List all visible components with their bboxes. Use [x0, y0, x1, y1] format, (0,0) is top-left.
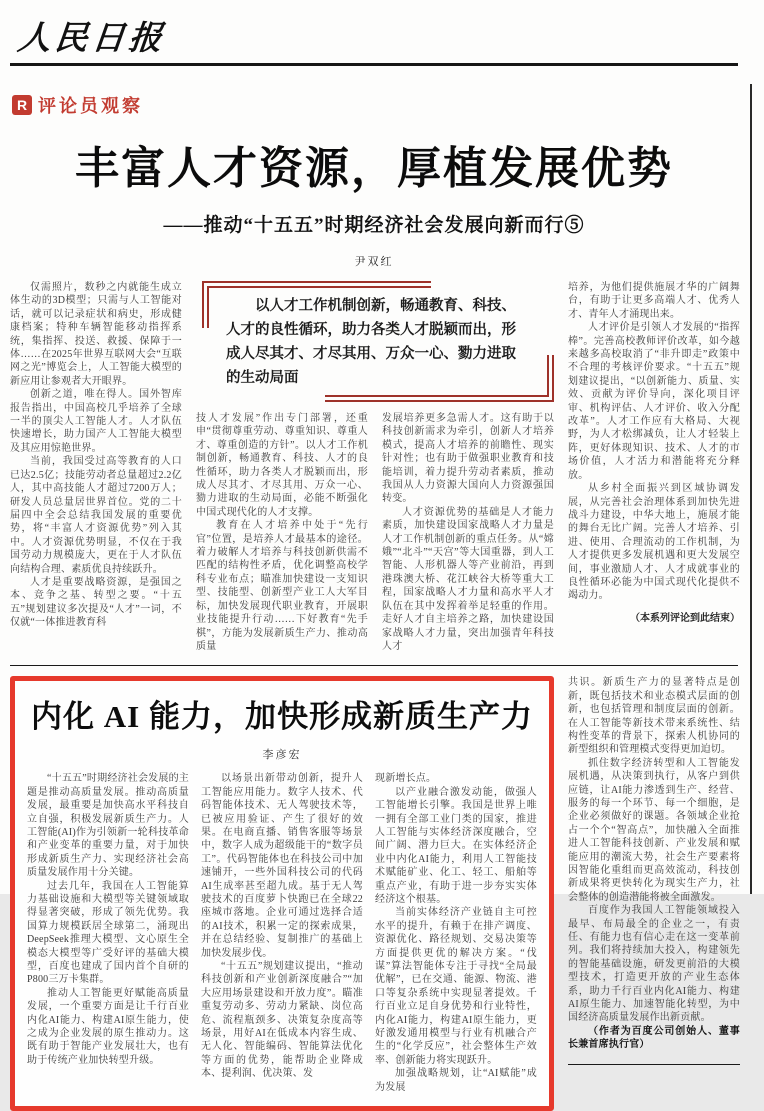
article1-column-4 [568, 281, 740, 653]
body-paragraph: 当前，我国受过高等教育的人口已达2.5亿；技能劳动者总量超过2.2亿人，其中高技能人才超过7200万人；研发人员总量居世界首位。党的二十届四中全会总结我国发展的重要优势，将“丰富人才资源优势”列入其中。人才资源优势明显，不仅在于我国劳动力规模庞大，更在于人才队伍向结构合理、素质优良持续跃升。 [10, 456, 182, 575]
author-credential-note: （作者为百度公司创始人、董事长兼首席执行官） [568, 1025, 740, 1051]
body-paragraph: 加强战略规划，让“AI赋能”成为发展 [375, 1068, 537, 1093]
pull-quote-box [196, 281, 554, 402]
body-paragraph: 共识。新质生产力的显著特点是创新，既包括技术和业态模式层面的创新，也包括管理和制度层面的创新。在人工智能等新技术带来系统性、结构性变革的背景下，探索人机协同的新型组织和管理模式变得更加迫切。 [568, 677, 740, 756]
article-divider-rule [10, 665, 738, 666]
article1-subtitle: ——推动“十五五”时期经济社会发展向新而行⑤ [163, 215, 585, 236]
article1-middle [196, 281, 554, 653]
body-paragraph: 过去几年，我国在人工智能算力基础设施和大模型等关键领域取得显著突破，形成了领先优势。我国算力规模跃居全球第二，涌现出DeepSeek推理大模型、文心原生全模态大模型等广受好评的基础大模型，百度也建成了国内首个自研的P800三万卡集群。 [27, 880, 189, 986]
body-paragraph: 推动人工智能更好赋能高质量发展，一个重要方面是让千行百业内化AI能力、构建AI原生能力，使之成为企业发展的原生推动力。这既有助于智能产业发展壮大，也有助于传统产业加快转型升级。 [27, 987, 189, 1066]
body-paragraph: 人才评价是引领人才发展的“指挥棒”。完善高校教师评价改革，如今越来越多高校取消了“非升即走”政策中不合理的考核评价要求。“十五五”规划建议提出，“以创新能力、质量、实效、贡献为评价导向，深化项目评审、机构评估、人才评价、收入分配改革”。人才工作应有大格局、大视野，为人才松绑减负，让人才轻装上阵，更好体现知识、技术、人才的市场价值，人才活力和潜能将充分释放。 [568, 322, 740, 481]
body-paragraph: 现新增长点。 [375, 773, 437, 785]
highlight-red-box [10, 676, 554, 1111]
article1-column-1 [10, 281, 182, 653]
body-paragraph: “十五五”规划建议提出，“推动科技创新和产业创新深度融合”“加大应用场景建设和开放力度”。瞄准重复劳动多、劳动力紧缺、岗位高危、流程瓶颈多、决策复杂度高等场景，用好AI在低成本内容生成、无人化、智能编码、智能算法优化等方面的优势，能帮助企业降成本、提利润、优决策、发 [201, 961, 363, 1080]
masthead-logo: 人民日报 [15, 18, 168, 57]
body-paragraph: 当前实体经济产业链自主可控水平的提升，有赖于在排产调度、资源优化、路径规划、交易决策等方面提供更优的解决方案。“伐谋”算法智能体专注于寻找“全局最优解”，已在交通、能源、物流、港口等复杂系统中实现显著提效。千行百业立足自身优势和行业特性，内化AI能力，构建AI原生能力，更好激发通用模型与行业有机融合产生的“化学反应”，社会整体生产效率、创新能力将实现跃升。 [375, 907, 537, 1066]
article1-author: 尹双红 [354, 256, 394, 268]
body-paragraph: 抓住数字经济转型和人工智能发展机遇，从决策到执行，从客户到供应链，让AI能力渗透到生产、经营、服务的每一个环节、每一个细胞，是企业必须做好的课题。各领域企业抢占一个个“智高点”，加快融入全面推进人工智能科技创新、产业发展和赋能应用的潮流大势，社会生产要素将因智能化重组而更高效流动，科技创新成果将更快转化为现实生产力，社会整体的创造潜能将被全面激发。 [568, 757, 740, 903]
page-header [10, 10, 738, 66]
section-label-text: 评论员观察 [38, 96, 143, 116]
body-paragraph: 百度作为我国人工智能领域投入最早、布局最全的企业之一，有责任、有能力也有信心走在这一变革前列。我们将持续加大投入，构建领先的智能基础设施，研发更前沿的大模型技术，打造更开放的产业生态体系，助力千行百业内化AI能力、构建AI原生能力、加速智能化转型，为中国经济高质量发展作出新贡献。 [568, 905, 740, 1024]
article2-column-3 [375, 772, 537, 1094]
body-paragraph: 仅需照片，数秒之内就能生成立体生动的3D模型；只需与人工智能对话，就可以记录症状和病史，形成健康档案；特种车辆智能移动指挥系统，集指挥、投送、救援、保障于一体……在2025年世界互联网大会“互联网之光”博览会上，人工智能大模型的新应用让参观者大开眼界。 [10, 282, 182, 387]
article1-title: 丰富人才资源，厚植发展优势 [75, 144, 673, 193]
series-end-note: （本系列评论到此结束） [630, 612, 740, 624]
article2-column-1 [27, 772, 189, 1094]
article2-body [10, 676, 738, 1111]
article2-title: 内化 AI 能力，加快形成新质生产力 [31, 699, 533, 735]
body-paragraph: 从乡村全面振兴到区域协调发展，从完善社会治理体系到加快先进战斗力建设，中华大地上，施展才能的舞台无比广阔。完善人才培养、引进、使用、合理流动的工作机制，为人才提供更多发展机遇和更大发展空间，事业激励人才、人才成就事业的良性循环必能为中国式现代化提供不竭动力。 [568, 483, 740, 602]
body-paragraph: 教育在人才培养中处于“先行官”位置，是培养人才最基本的途径。着力破解人才培养与科技创新供需不匹配的结构性矛盾，优化调整高校学科专业布点；瞄准加快建设一支知识型、技能型、创新型产业工人大军目标，加快发展现代职业教育，开展职业技能提升行动……下好教育“先手棋”，方能为发展新质生产力、推动高质量 [196, 520, 368, 652]
section-label [12, 92, 738, 118]
body-paragraph: 以产业融合激发动能，做强人工智能增长引擎。我国是世界上唯一拥有全部工业门类的国家，推进人工智能与实体经济深度融合，空间广阔、潜力巨大。在实体经济企业中内化AI能力，利用人工智能技术赋能矿业、化工、轻工、船舶等重点产业，有助于进一步夯实实体经济这个根基。 [375, 786, 537, 905]
article1-column-3 [382, 412, 554, 653]
bottom-section-rule [568, 1064, 740, 1065]
article2-column-4 [568, 676, 740, 1111]
body-paragraph: 人才是重要战略资源，是强国之本、竞争之基、转型之要。“十五五”规划建议多次提及“人才”一词，不仅就“一体推进教育科 [10, 576, 182, 629]
article1-body [10, 281, 738, 653]
masthead-rule [10, 63, 738, 66]
page-right-column-rule [750, 84, 752, 894]
body-paragraph: 技人才发展”作出专门部署，还重申“贯彻尊重劳动、尊重知识、尊重人才、尊重创造的方针”。以人才工作机制创新，畅通教育、科技、人才的良性循环，助力各类人才脱颖而出，形成人尽其才、才尽其用、万众一心、勠力进取的生动局面，必能不断强化中国式现代化的人才支撑。 [196, 413, 368, 518]
article1-column-2 [196, 412, 368, 653]
people-daily-badge-icon: R [12, 95, 32, 115]
body-paragraph: 以场景出新带动创新，提升人工智能应用能力。数字人技术、代码智能体技术、无人驾驶技术等，已被应用验证、产生了很好的效果。在电商直播、销售客服等场景中，数字人成为超级能干的“数字员工”。代码智能体也在科技公司中加速铺开，一些外国科技公司的代码AI生成率甚至超九成。基于无人驾驶技术的百度萝卜快跑已在全球22座城市落地。企业可通过选择合适的AI技术，积累一定的探索成果，并在总结经验、复制推广的基础上加快发展步伐。 [201, 773, 363, 959]
body-paragraph: 培养，为他们提供施展才华的广阔舞台，有助于让更多高端人才、优秀人才、青年人才涌现出来。 [568, 282, 740, 320]
body-paragraph: 发展培养更多急需人才。这有助于以科技创新需求为牵引，创新人才培养模式，提高人才培养的前瞻性、现实针对性；也有助于做强职业教育和技能培训，着力提升劳动者素质，推动我国从人力资源大国向人力资源强国转变。 [382, 413, 554, 505]
article2-column-2 [201, 772, 363, 1094]
body-paragraph: “十五五”时期经济社会发展的主题是推动高质量发展。推动高质量发展，最重要是加快高水平科技自立自强，积极发展新质生产力。人工智能(AI)作为引领新一轮科技革命和产业变革的重要力量，对于加快形成新质生产力、实现经济社会高质量发展作用十分关键。 [27, 773, 189, 879]
pull-quote-text: 以人才工作机制创新，畅通教育、科技、人才的良性循环，助力各类人才脱颖而出，形成人尽其才、才尽其用、万众一心、勠力进取的生动局面 [226, 298, 516, 386]
article2-author: 李彦宏 [262, 749, 302, 762]
body-paragraph: 人才资源优势的基础是人才能力素质，加快建设国家战略人才力量是人才工作机制创新的重点任务。从“嫦娥”“北斗”“天宫”等大国重器，到人工智能、人形机器人等产业前沿，再到港珠澳大桥、花江峡谷大桥等重大工程，国家战略人才力量和高水平人才队伍在其中发挥着举足轻重的作用。走好人才自主培养之路，加快建设国家战略人才力量，突出加强青年科技人才 [382, 506, 554, 652]
body-paragraph: 创新之道，唯在得人。国外智库报告指出，中国高校几乎培养了全球一半的顶尖人工智能人才。人才队伍快速增长，助力国产人工智能大模型及其应用惊艳世界。 [10, 389, 182, 454]
